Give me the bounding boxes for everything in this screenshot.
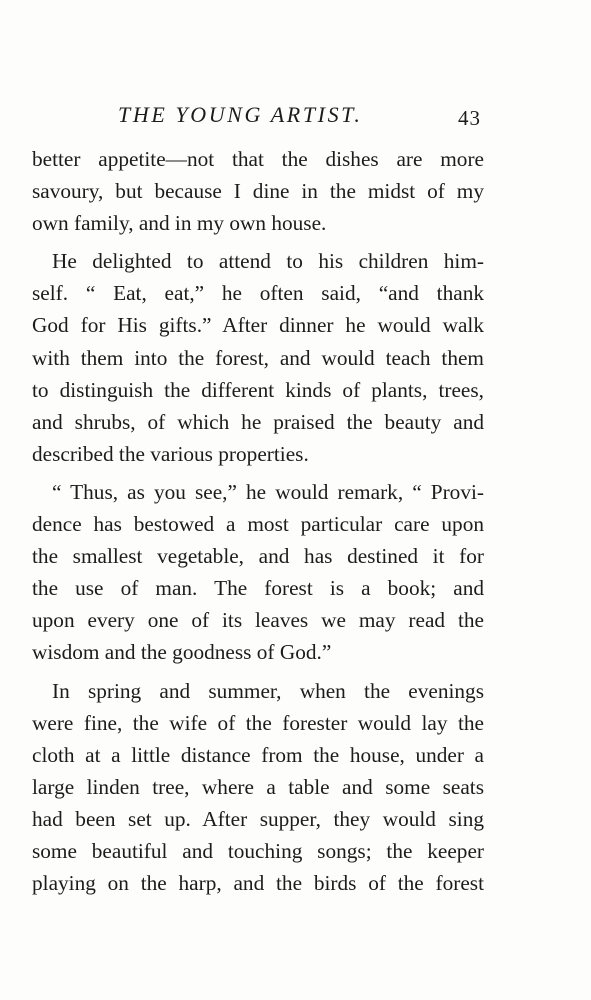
paragraph — [32, 476, 484, 669]
text-line: God for His gifts.” After dinner he would walk — [32, 313, 484, 338]
paragraph — [32, 143, 484, 239]
text-line: with them into the forest, and would teach them — [32, 345, 484, 370]
text-line: He delighted to attend to his children him- — [52, 249, 484, 274]
text-line: some beautiful and touching songs; the keeper — [32, 838, 484, 863]
text-line: to distinguish the different kinds of plants, trees, — [32, 377, 484, 402]
text-line: upon every one of its leaves we may read the — [32, 608, 484, 633]
text-line: better appetite—not that the dishes are more — [32, 147, 484, 171]
text-line: cloth at a little distance from the house, under a — [32, 742, 484, 767]
text-line: savoury, but because I dine in the midst of my — [32, 179, 484, 204]
running-head — [0, 100, 591, 136]
text-line: self. “ Eat, eat,” he often said, “and thank — [32, 281, 484, 306]
text-line: large linden tree, where a table and some seats — [32, 774, 484, 799]
text-line: In spring and summer, when the evenings — [52, 678, 484, 703]
page-number: 43 — [458, 106, 481, 130]
text-line: playing on the harp, and the birds of the forest — [32, 871, 484, 896]
text-line: own family, and in my own house. — [32, 211, 327, 236]
text-line: had been set up. After supper, they would sing — [32, 806, 484, 831]
text-line: the use of man. The forest is a book; and — [32, 576, 484, 601]
body-text — [32, 143, 484, 899]
text-line: “ Thus, as you see,” he would remark, “ Provi- — [52, 479, 484, 504]
text-line: wisdom and the goodness of God.” — [32, 640, 332, 665]
text-line: described the various properties. — [32, 441, 309, 466]
paragraph — [32, 675, 484, 900]
text-line: the smallest vegetable, and has destined it for — [32, 544, 484, 569]
text-line: were fine, the wife of the forester would lay the — [32, 710, 484, 735]
running-title: THE YOUNG ARTIST. — [118, 102, 363, 127]
text-line: and shrubs, of which he praised the beauty and — [32, 409, 484, 434]
paragraph — [32, 245, 484, 470]
text-line: dence has bestowed a most particular care upon — [32, 512, 484, 537]
